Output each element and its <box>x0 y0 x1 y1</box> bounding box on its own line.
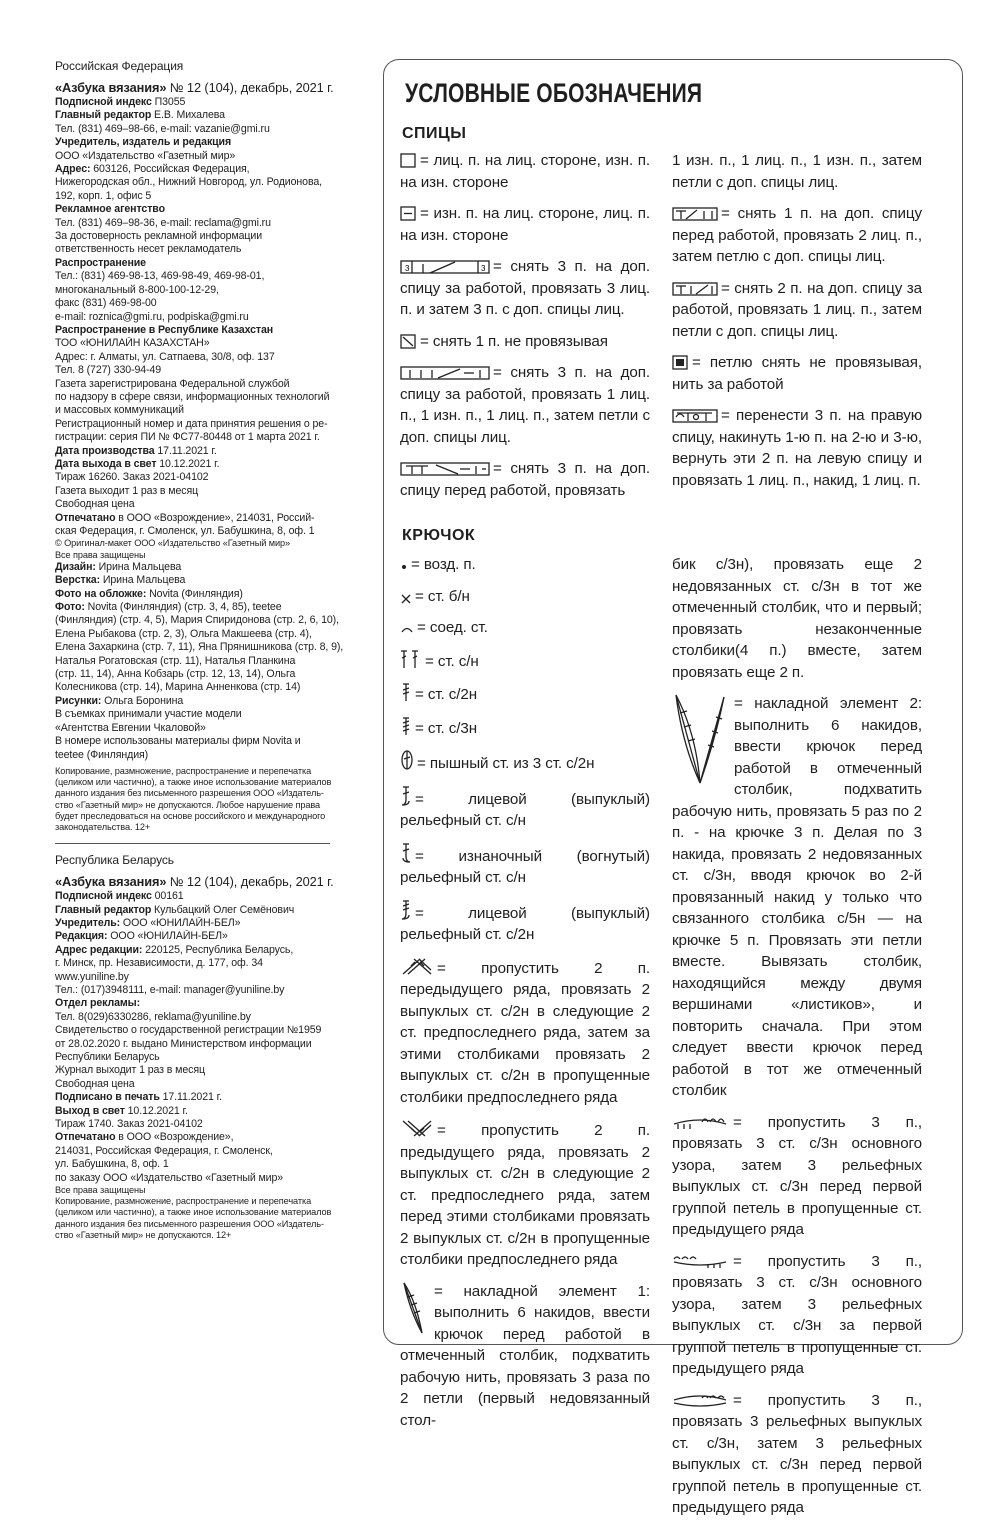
imprint-divider <box>55 843 330 844</box>
imprint-line: Дизайн: Ирина Мальцева <box>55 560 182 573</box>
imprint-line: Тел. (831) 469–98-36, e-mail: reclama@gmi.ru <box>55 216 271 229</box>
imprint-line: ская Федерация, г. Смоленск, ул. Бабушкина, 8, оф. 1 <box>55 525 315 537</box>
imprint-line: Газета зарегистрирована Федеральной службой <box>55 377 290 390</box>
legend-text: = ст. с/2н <box>415 686 478 703</box>
imprint-line: Подписной индекс 00161 <box>55 890 184 903</box>
crochet-legend-left <box>400 554 650 1441</box>
imprint-line: факс (831) 469-98-00 <box>55 297 157 310</box>
imprint-line: и массовых коммуникаций <box>55 404 184 417</box>
imprint-line: Адрес: г. Алматы, ул. Сатпаева, 30/8, оф. 137 <box>55 350 275 363</box>
imprint-line: Свидетельство о государственной регистрации №1959 <box>55 1024 322 1037</box>
cable-3-1-front-icon <box>400 462 490 476</box>
copyright-line: (целиком или частично), а также иное использование материалов <box>55 777 332 788</box>
legend-entry <box>400 1118 650 1271</box>
imprint-ru-lines <box>55 96 355 762</box>
imprint-line: Отпечатано в ООО «Возрождение», <box>55 1131 234 1144</box>
knitting-legend-left <box>400 150 650 511</box>
legend-text: = перенести 3 п. на правую спицу, накинуть 1-ю п. на 2-ю и 3-ю, вернуть эти 2 п. на левую спицу и провязать 1 лиц. п., накид, 1 лиц. п. <box>672 407 922 489</box>
imprint-line: В номере использованы материалы фирм Novita и <box>55 735 301 748</box>
imprint-line: Нижегородская обл., Нижний Новгород, ул. Родионова, <box>55 176 322 189</box>
copyright-line: ство «Газетный мир» не допускаются. Любое нарушение права <box>55 799 321 810</box>
legend-entry <box>400 331 650 353</box>
legend-text: = лицевой (выпуклый) рельефный ст. с/н <box>400 790 650 829</box>
imprint-line: Фото: Novita (Финляндия) (стр. 3, 4, 85), teetee <box>55 601 282 614</box>
legend-entry <box>400 256 650 321</box>
copyright-line: данного издания без письменного разрешения ООО «Издатель- <box>55 1218 324 1229</box>
legend-entry <box>672 203 922 268</box>
imprint-line: Все права защищены <box>55 1185 146 1196</box>
imprint-line: Елена Захаркина (стр. 7, 11), Яна Прянишникова (стр. 8, 9), <box>55 641 344 654</box>
legend-text: = пропустить 2 п. передыдущего ряда, провязать 2 выпуклых ст. с/2н в следующие 2 ст. предпоследнего ряда, затем за этими столбиками провязать 2 выпуклых ст. с/2н в пропущенные столбики предпоследнего ряда <box>400 959 650 1106</box>
imprint-line: Главный редактор Е.В. Михалева <box>55 109 225 122</box>
imprint-line: Главный редактор Кульбацкий Олег Семёнович <box>55 903 295 916</box>
imprint-line: Распространение <box>55 256 146 269</box>
legend-entry <box>400 150 650 193</box>
legend-entry <box>672 352 922 395</box>
section-crochet-title: КРЮЧОК <box>402 527 476 544</box>
imprint-line: Свободная цена <box>55 1077 135 1090</box>
imprint-by-magazine: «Азбука вязания» № 12 (104), декабрь, 2021 г. <box>55 874 334 890</box>
imprint-line: «Агентства Евгении Чкаловой» <box>55 721 206 734</box>
double-treble-icon <box>400 716 412 736</box>
legend-text: = накладной элемент 2: выполнить 6 накидов, ввести крючок перед работой в отмеченный столбик, подхватить рабочую нить, провязать 5 раз по 2 п. - на крючке 3 п. Делая по 3 накида, провязать 2 недовязанных ст. с/3н, вводя крючок во 2-й провязанный накид у только что связанного столбика с/5н — на крючке 5 п. Провязать эти петли вместе. Вывязать столбик, находящийся между двумя вершинами «листиков», и повторить сначала. При этом следует ввести крючок перед работой в тот же отмеченный столбик <box>672 695 922 1099</box>
back-post-dc-icon <box>400 842 412 864</box>
copyright-line: данного издания без письменного разрешения ООО «Издатель- <box>55 788 324 799</box>
copyright-line: законодательства. 12+ <box>55 821 151 832</box>
legend-entry <box>672 278 922 343</box>
legend-text: = петлю снять не провязывая, нить за работой <box>672 354 922 393</box>
imprint-line: Верстка: Ирина Мальцева <box>55 574 186 587</box>
imprint-line: ответственность несет рекламодатель <box>55 243 242 256</box>
legend-text: = соед. ст. <box>417 619 488 636</box>
knit-stitch-icon <box>400 153 417 168</box>
imprint-line: Рекламное агентство <box>55 203 165 216</box>
imprint-ru-country: Российская Федерация <box>55 59 184 73</box>
imprint-by-copyright <box>55 1196 355 1241</box>
imprint-line: ТОО «ЮНИЛАЙН КАЗАХСТАН» <box>55 337 210 350</box>
imprint-line: Регистрационный номер и дата принятия решения о ре- <box>55 417 328 430</box>
legend-entry <box>400 617 650 639</box>
imprint-by-lines <box>55 890 355 1196</box>
imprint-line: Учредитель: ООО «ЮНИЛАЙН-БЕЛ» <box>55 916 241 929</box>
copyright-line: Копирование, размножение, распространение и перепечатка <box>55 1196 312 1207</box>
crochet-legend-right <box>672 554 922 1529</box>
legend-text: бик с/3н), провязать еще 2 недовязанных ст. с/3н в тот же отмеченный столбик, что и первый; провязать незаконченные столбики(4 п.) вместе, затем провязать еще 2 п. <box>672 556 922 681</box>
imprint-line: Республики Беларусь <box>55 1051 160 1063</box>
imprint-line: Адрес редакции: 220125, Республика Беларусь, <box>55 943 294 956</box>
legend-text: = ст. б/н <box>415 587 470 605</box>
chain-icon <box>400 560 408 572</box>
imprint-line: За достоверность рекламной информации <box>55 230 263 243</box>
imprint-line: Тираж 1740. Заказ 2021-04102 <box>55 1118 203 1131</box>
imprint-line: от 28.02.2020 г. выдано Министерством информации <box>55 1037 312 1050</box>
slip-wyib-icon <box>672 355 689 370</box>
imprint-line: Дата производства 17.11.2021 г. <box>55 444 217 457</box>
imprint-line: г. Минск, пр. Независимости, д. 177, оф. 34 <box>55 957 263 970</box>
legend-text: = снять 2 п. на доп. спицу за работой, провязать 1 лиц. п., затем петли с доп. спицы лиц. <box>672 279 922 340</box>
copyright-line: (целиком или частично), а также иное использование материалов <box>55 1207 332 1218</box>
imprint-line: Журнал выходит 1 раз в месяц <box>55 1064 205 1077</box>
imprint-line: Отдел рекламы: <box>55 997 141 1010</box>
legend-entry <box>400 649 650 673</box>
double-crochet-icon <box>400 649 422 669</box>
svg-text:3: 3 <box>481 264 486 273</box>
legend-text: = пропустить 3 п., провязать 3 рельефных выпуклых ст. с/3н, затем 3 рельефных выпуклых ст. с/3н перед первой группой петель в пропущенные ст. предыдущего ряда <box>672 1391 922 1516</box>
imprint-line: e-mail: roznica@gmi.ru, podpiska@gmi.ru <box>55 310 249 323</box>
imprint-line: Тел.: (831) 469-98-13, 469-98-49, 469-98-01, <box>55 270 265 283</box>
imprint-line: Елена Рыбакова (стр. 2, 3), Ольга Макшеева (стр. 4), <box>55 627 312 640</box>
copyright-line: ство «Газетный мир» не допускаются. 12+ <box>55 1229 232 1240</box>
imprint-line: Все права защищены <box>55 549 146 560</box>
copyright-line: Копирование, размножение, распространение и перепечатка <box>55 765 312 776</box>
skip3-relief-icon <box>672 1392 730 1408</box>
imprint-line: Колесникова (стр. 14), Марина Анненкова (стр. 14) <box>55 681 301 694</box>
legend-text: = лицевой (выпуклый) рельефный ст. с/2н <box>400 904 650 943</box>
imprint-by-country: Республика Беларусь <box>55 853 174 868</box>
imprint-line: Отпечатано в ООО «Возрождение», 214031, Россий- <box>55 511 315 524</box>
imprint-line: Фото на обложке: Novita (Финляндия) <box>55 587 243 600</box>
slip-stitch-crochet-icon <box>400 623 414 635</box>
puff-stitch-icon <box>400 749 414 771</box>
knitting-legend-right <box>672 150 922 501</box>
copyright-line: будет преследоваться на основе российского и международного <box>55 810 326 821</box>
imprint-line: Рисунки: Ольга Боронина <box>55 694 184 707</box>
legend-entry <box>672 693 922 1102</box>
imprint-line: 214031, Российская Федерация, г. Смоленск, <box>55 1144 273 1157</box>
legend-entry <box>400 749 650 775</box>
legend-entry <box>400 785 650 832</box>
treble-crochet-icon <box>400 682 412 702</box>
crossed-front-icon <box>400 956 434 976</box>
legend-text: = пропустить 3 п., провязать 3 ст. с/3н основного узора, затем 3 рельефных выпуклых ст. с/3н перед первой группой петель в пропущенные ст. предыдущего ряда <box>672 1113 922 1238</box>
legend-entry <box>672 405 922 491</box>
legend-text: = ст. с/3н <box>415 719 478 737</box>
imprint-line: Тел. (831) 469–98-66, e-mail: vazanie@gmi.ru <box>55 122 270 135</box>
single-crochet-icon <box>400 592 412 604</box>
skip3-behind-icon <box>672 1253 730 1269</box>
legend-text: = пропустить 2 п. предыдущего ряда, провязать 2 выпуклых ст. с/2н в следующие 2 ст. предпоследнего ряда, затем перед этими столбиками провязать 2 выпуклых ст. с/2н в пропущенные столбики предпоследнего ряда <box>400 1122 650 1268</box>
legend-text: = снять 1 п. не провязывая <box>420 332 608 350</box>
legend-entry <box>400 362 650 448</box>
legend-entry <box>400 1281 650 1432</box>
imprint-line: В съемках принимали участие модели <box>55 708 242 721</box>
imprint-line: по надзору в сфере связи, информационных технологий <box>55 390 330 403</box>
imprint-line: © Оригинал-макет ООО «Издательство «Газетный мир» <box>55 538 291 549</box>
cable-2-1-back-icon <box>672 282 718 296</box>
legend-entry <box>400 716 650 740</box>
imprint-column <box>55 58 355 1241</box>
imprint-line: Свободная цена <box>55 498 135 511</box>
legend-title: УСЛОВНЫЕ ОБОЗНАЧЕНИЯ <box>405 78 703 108</box>
imprint-line: teetee (Финляндия) <box>55 748 149 761</box>
legend-text: = снять 3 п. на доп. спицу за работой, провязать 1 лиц. п., 1 изн. п., 1 лиц. п., затем петли с доп. спицы лиц. <box>400 364 650 446</box>
legend-text: = накладной элемент 1: выполнить 6 накидов, ввести крючок перед работой в отмеченный столбик, подхватить рабочую нить, провязать 3 раза по 2 петли (первый недовязанный стол- <box>400 1282 650 1429</box>
imprint-line: по заказу ООО «Издательство «Газетный мир» <box>55 1171 284 1184</box>
front-post-tr-icon <box>400 899 412 921</box>
imprint-line: Адрес: 603126, Российская Федерация, <box>55 163 250 176</box>
imprint-line: Выход в свет 10.12.2021 г. <box>55 1104 188 1117</box>
legend-entry <box>400 899 650 946</box>
legend-entry <box>672 150 922 193</box>
imprint-line: Тел. 8(029)6330286, reklama@yuniline.by <box>55 1010 251 1023</box>
imprint-line: Тел.: (017)3948111, e-mail: manager@yuniline.by <box>55 983 285 996</box>
imprint-line: www.yuniline.by <box>55 970 129 983</box>
legend-text: = пышный ст. из 3 ст. с/2н <box>417 755 595 772</box>
legend-entry <box>672 1251 922 1380</box>
skip3-front-icon <box>672 1114 730 1130</box>
section-knitting-title: СПИЦЫ <box>402 125 467 142</box>
imprint-line: Подписано в печать 17.11.2021 г. <box>55 1091 222 1104</box>
legend-text: = изнаночный (вогнутый) рельефный ст. с/н <box>400 847 650 886</box>
svg-text:3: 3 <box>405 264 410 273</box>
legend-entry <box>400 682 650 706</box>
cable-3-3-back-icon <box>400 260 490 274</box>
pass-over-icon <box>672 409 718 423</box>
legend-text: = лиц. п. на лиц. стороне, изн. п. на изн. стороне <box>400 152 650 191</box>
imprint-line: Наталья Рогатовская (стр. 11), Наталья Планкина <box>55 654 296 667</box>
legend-entry <box>400 203 650 246</box>
imprint-line: Учредитель, издатель и редакция <box>55 136 232 149</box>
imprint-line: ООО «Издательство «Газетный мир» <box>55 149 236 162</box>
legend-entry <box>672 1112 922 1241</box>
slip-stitch-icon <box>400 334 417 349</box>
imprint-ru-magazine: «Азбука вязания» № 12 (104), декабрь, 2021 г. <box>55 80 334 95</box>
legend-entry <box>400 458 650 501</box>
imprint-line: 192, корп. 1, офис 5 <box>55 189 152 202</box>
imprint-line: Газета выходит 1 раз в месяц <box>55 484 199 497</box>
imprint-line: многоканальный 8-800-100-12-29, <box>55 283 219 296</box>
purl-stitch-icon <box>400 206 417 221</box>
legend-text: 1 изн. п., 1 лиц. п., 1 изн. п., затем петли с доп. спицы лиц. <box>672 152 922 191</box>
imprint-line: Распространение в Республике Казахстан <box>55 323 274 336</box>
legend-text: = возд. п. <box>411 556 476 573</box>
legend-entry <box>400 586 650 608</box>
cable-1-2-front-icon <box>672 207 718 221</box>
imprint-line: (Финляндия) (стр. 4, 5), Мария Спиридонова (стр. 2, 6, 10), <box>55 614 339 627</box>
front-post-dc-icon <box>400 785 412 807</box>
imprint-line: гистрации: серия ПИ № ФС77-80448 от 1 марта 2021 г. <box>55 431 320 444</box>
legend-text: = снять 3 п. на доп. спицу за работой, провязать 3 лиц. п. и затем 3 п. с доп. спицы лиц. <box>400 258 650 318</box>
legend-entry <box>400 956 650 1109</box>
imprint-line: Подписной индекс П3055 <box>55 96 186 108</box>
legend-text: = ст. с/н <box>425 652 479 670</box>
imprint-line: Тираж 16260. Заказ 2021-04102 <box>55 471 209 484</box>
imprint-line: Тел. 8 (727) 330-94-49 <box>55 364 162 377</box>
imprint-line: Дата выхода в свет 10.12.2021 г. <box>55 457 220 470</box>
imprint-line: Редакция: ООО «ЮНИЛАЙН-БЕЛ» <box>55 930 228 943</box>
imprint-ru-copyright <box>55 766 355 833</box>
legend-text: = снять 3 п. на доп. спицу перед работой, провязать <box>400 460 650 499</box>
legend-entry <box>672 554 922 683</box>
legend-entry <box>400 842 650 889</box>
leaf-element-2-icon <box>672 693 728 789</box>
imprint-line: ул. Бабушкина, 8, оф. 1 <box>55 1158 169 1171</box>
legend-text: = пропустить 3 п., провязать 3 ст. с/3н основного узора, затем 3 рельефных выпуклых ст. с/3н за первой группой петель в пропущенные ст. предыдущего ряда <box>672 1252 922 1377</box>
cable-3-1-back-icon <box>400 366 490 380</box>
legend-entry <box>400 554 650 576</box>
legend-entry <box>672 1390 922 1519</box>
legend-text: = снять 1 п. на доп. спицу перед работой, провязать 2 лиц. п., затем петлю с доп. спицы лиц. <box>672 205 922 265</box>
imprint-line: (стр. 11, 14), Анна Кобзарь (стр. 12, 13, 14), Ольга <box>55 668 296 681</box>
leaf-element-1-icon <box>400 1281 428 1337</box>
legend-text: = изн. п. на лиц. стороне, лиц. п. на изн. стороне <box>400 205 650 244</box>
crossed-back-icon <box>400 1118 434 1138</box>
